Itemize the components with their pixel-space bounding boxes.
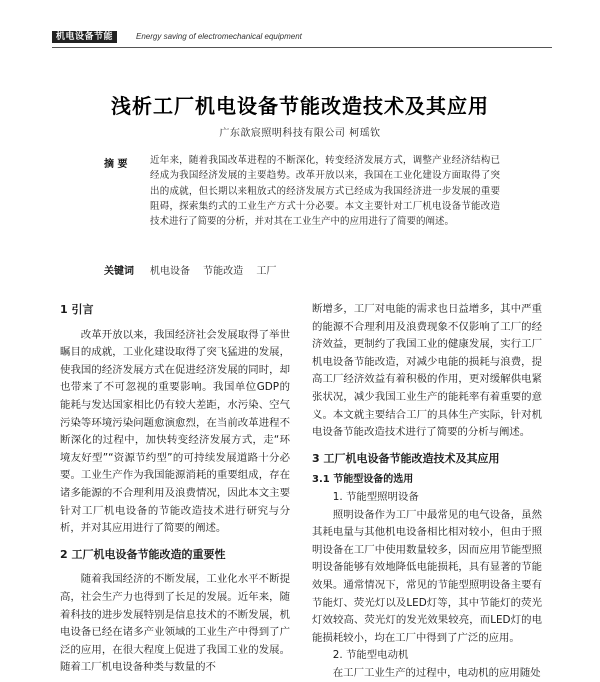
subsection-3-1-heading: 3.1 节能型设备的选用: [312, 474, 414, 486]
right-column: [312, 301, 542, 682]
continued-paragraph: 断增多，工厂对电能的需求也日益增多，其中严重的能源不合理利用及浪费现象不仅影响了工厂的经济效益，更制约了我国工业的健康发展，实行工厂机电设备节能改造，对减少电能的损耗与浪费，提高工厂经济效益有着积极的作用，更对缓解供电紧张状况，减少我国工业生产的能耗率有着重要的意义。本文就主要结合工厂的具体生产实际，针对机电设备节能改造技术进行了简要的分析与阐述。: [312, 303, 542, 439]
running-header: [52, 31, 572, 45]
list-item-lighting: 1. 节能型照明设备: [332, 490, 419, 503]
section-2-heading: 2 工厂机电设备节能改造的重要性: [60, 547, 226, 561]
section-1-paragraph: 改革开放以来，我国经济社会发展取得了举世瞩目的成就，工业化建设取得了突飞猛进的发展，使我国的经济发展方式在促进经济发展的同时，却也带来了不可忽视的重要影响。我国单位GDP的能耗与发达国家相比仍有较大差距，水污染、空气污染等环境污染问题愈演愈烈，在当前改革进程不断深化的过程中，加快转变经济发展方式，走“环境友好型”“资源节约型”的可持续发展道路十分必要。工业生产作为我国能源消耗的重要组成，存在诸多能源的不合理利用及浪费情况，因此本文主要针对工厂机电设备的节能改造技术进行研究与分析，并对其应用进行了简要的阐述。: [60, 328, 290, 535]
left-column: [60, 301, 290, 677]
paper-title: 浅析工厂机电设备节能改造技术及其应用: [111, 94, 489, 118]
section-2-paragraph: 随着我国经济的不断发展，工业化水平不断提高，社会生产力也得到了长足的发展。近年来，随着科技的进步发展特别是信息技术的不断发展，机电设备已经在诸多产业领域的工业生产中得到了广泛的应用，在很大程度上促进了我国工业的发展。随着工厂机电设备种类与数量的不: [60, 573, 290, 674]
journal-section-english: Energy saving of electromechanical equipment: [136, 32, 302, 41]
section-3-heading: 3 工厂机电设备节能改造技术及其应用: [312, 451, 500, 465]
journal-section-badge: 机电设备节能: [52, 31, 117, 43]
author-line: 广东歆宸照明科技有限公司 柯瑶钦: [219, 128, 381, 139]
abstract-label: 摘 要: [104, 159, 128, 170]
abstract-text: 近年来，随着我国改革进程的不断深化，转变经济发展方式，调整产业经济结构已经成为我国经济发展的主要趋势。改革开放以来，我国在工业化建设方面取得了突出的成就，但长期以来粗放式的经济发展方式已经成为我国经济进一步发展的重要阻碍，探索集约式的工业生产方式十分必要。本文主要针对工厂机电设备节能改造技术进行了简要的分析，并对其在工业生产中的应用进行了简要的阐述。: [150, 155, 500, 228]
header-rule: [52, 47, 552, 48]
keywords-text: 机电设备 节能改造 工厂: [150, 266, 277, 277]
section-1-heading: 1 引言: [60, 303, 94, 316]
list-item-motor: 2. 节能型电动机: [332, 649, 409, 662]
keywords-label: 关键词: [104, 266, 134, 277]
lighting-paragraph: 照明设备作为工厂中最常见的电气设备，虽然其耗电量与其他机电设备相比相对较小，但由于照明设备在工厂中使用数量较多，因而应用节能型照明设备能够有效地降低电能损耗，具有显著的节能效果。通常情况下，常见的节能型照明设备主要有节能灯、荧光灯以及LED灯等，其中节能灯的荧光灯效较高、荧光灯的发光效果较亮，而LED灯的电能损耗较小，均在工厂中得到了广泛的应用。: [312, 508, 542, 644]
motor-paragraph: 在工厂工业生产的过程中，电动机的应用随处: [332, 666, 541, 679]
